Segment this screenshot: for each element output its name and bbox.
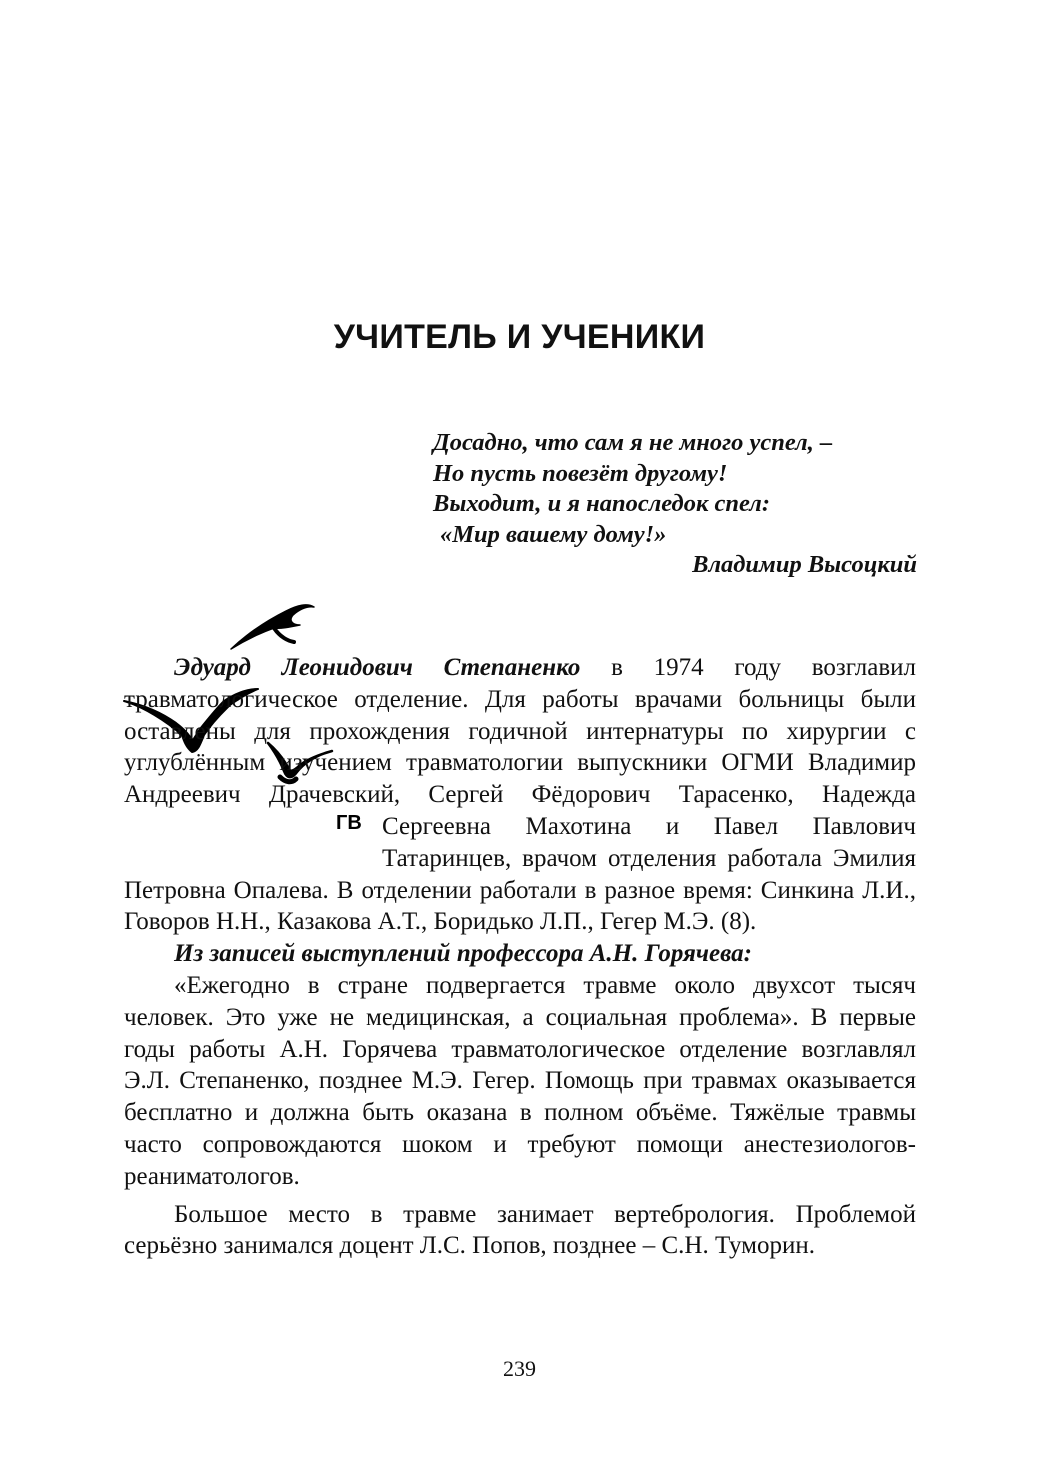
- section-heading: Из записей выступлений профессора А.Н. Горячева:: [174, 940, 752, 968]
- epigraph-line: «Мир вашему дому!»: [440, 520, 667, 548]
- epigraph-line: Но пусть повезёт другому!: [433, 459, 728, 487]
- illustrator-signature: ГВ: [336, 812, 362, 834]
- epigraph: [433, 428, 917, 581]
- page-title: УЧИТЕЛЬ И УЧЕНИКИ: [333, 318, 706, 356]
- bird-top-wing: [274, 628, 294, 642]
- epigraph-author: Владимир Высоцкий: [692, 551, 917, 579]
- body-paragraph: «Ежегодно в стране подвергается травме около двухсот тысяч человек. Это уже не медицинская, а социальная проблема». В первые годы работы А.Н. Горячева травматологическое отделение возглавлял Э.Л. Степаненко, позднее М.Э. Гегер. Помощь при травмах оказывается бесплатно и должна быть оказана в полном объёме. Тяжёлые травмы часто сопровождаются шоком и требуют помощи анестезиологов-реаниматологов.: [124, 971, 916, 1190]
- epigraph-line: Выходит, и я напоследок спел:: [433, 490, 770, 518]
- person-name: Эдуард Леонидович Степаненко: [174, 654, 581, 681]
- page-number: 239: [503, 1356, 536, 1381]
- body-paragraph: Большое место в травме занимает вертебрология. Проблемой серьёзно занимался доцент Л.С. Попов, позднее – С.Н. Туморин.: [124, 1200, 916, 1260]
- illustration-wrap-area: [124, 842, 382, 843]
- article-body: [124, 652, 916, 1262]
- intro-text: в 1974 году возглавил травматологическое отделение. Для работы врачами больницы были оставлены для прохождения годичной интернатуры по хирургии с углублённым изучением травматологии выпускники ОГМИ Владимир Андреевич Драчевский, Сергей Фёдорович Тарасенко, Надежда Сергеевна Махотина и Павел Павлович Татаринцев, врачом отделения работала Эмилия Петровна Опалева. В отделении работали в разное время: Синкина Л.И., Говоров Н.Н., Казакова А.Т., Боридько Л.П., Гегер М.Э. (8).: [124, 654, 916, 936]
- epigraph-line: Досадно, что сам я не много успел, –: [433, 429, 833, 456]
- intro-block: [124, 652, 916, 938]
- intro-paragraph: [124, 652, 916, 938]
